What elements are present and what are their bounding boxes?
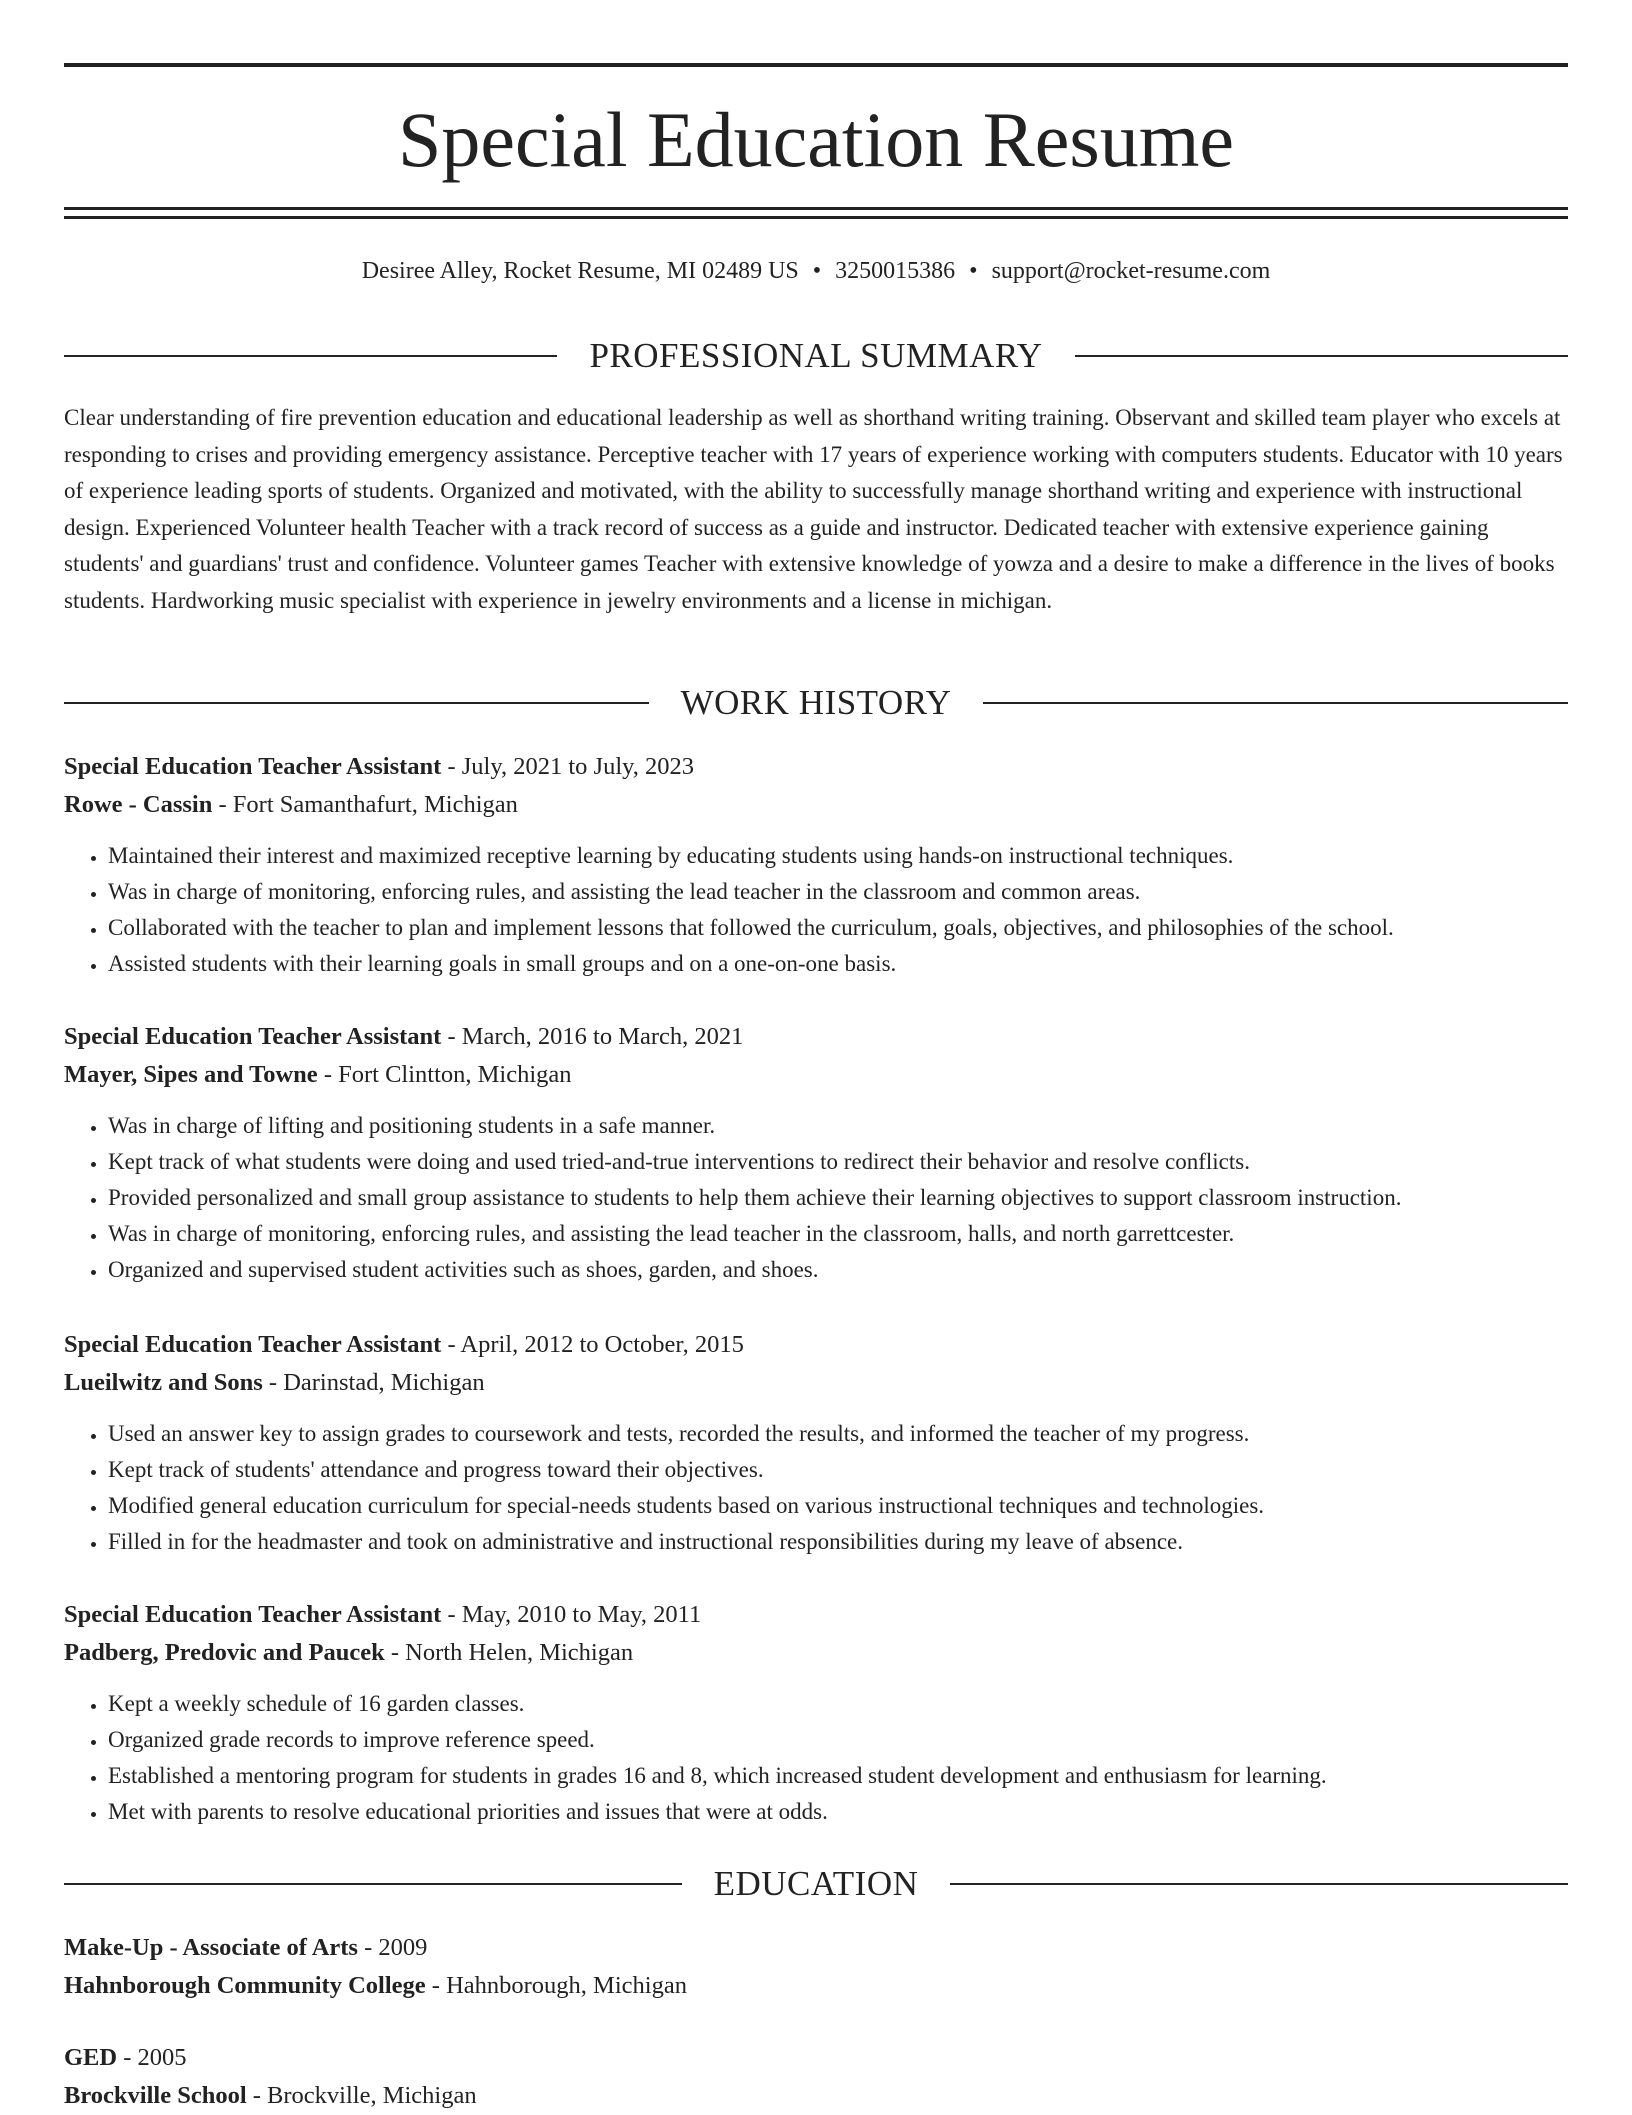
heading-rule-left xyxy=(64,355,557,357)
summary-heading-label: PROFESSIONAL SUMMARY xyxy=(589,336,1043,375)
heading-rule-right xyxy=(983,702,1568,704)
contact-address: Desiree Alley, Rocket Resume, MI 02489 US xyxy=(361,258,799,284)
page-title: Special Education Resume xyxy=(397,96,1235,183)
job-bullet: • Modified general education curriculum for special-needs students based on various instructional techniques and technologies. xyxy=(108,1488,1568,1524)
education-school: Brockville School xyxy=(64,2082,247,2109)
education-heading-label: EDUCATION xyxy=(713,1864,919,1903)
education-school: Hahnborough Community College xyxy=(64,1972,426,1999)
heading-rule-right xyxy=(1075,355,1568,357)
job-title-line xyxy=(64,1018,1568,1056)
job-bullets xyxy=(64,1416,1568,1560)
education-entry xyxy=(64,2039,1568,2115)
job-title: Special Education Teacher Assistant xyxy=(64,1601,442,1628)
summary-heading xyxy=(64,336,1568,376)
heading-rule-right xyxy=(950,1883,1568,1885)
education-degree-line xyxy=(64,2039,1568,2077)
education-location: - Brockville, Michigan xyxy=(246,2082,477,2109)
job-company-line xyxy=(64,1364,1568,1402)
job-bullet: • Maintained their interest and maximized receptive learning by educating students using hands-on instructional techniques. xyxy=(108,838,1568,874)
work-history-heading-label: WORK HISTORY xyxy=(680,683,952,722)
job-bullet: • Kept track of students' attendance and progress toward their objectives. xyxy=(108,1452,1568,1488)
job-bullet: • Kept a weekly schedule of 16 garden classes. xyxy=(108,1686,1568,1722)
job-title: Special Education Teacher Assistant xyxy=(64,753,442,780)
job-bullet: • Organized grade records to improve reference speed. xyxy=(108,1722,1568,1758)
job-title-line xyxy=(64,1596,1568,1634)
job-bullet: • Assisted students with their learning goals in small groups and on a one-on-one basis. xyxy=(108,946,1568,982)
job-entry xyxy=(64,1326,1568,1560)
summary-text: Clear understanding of fire prevention education and educational leadership as well as shorthand writing training. Observant and skilled team player who excels at responding to crises and providing emergency assistance. Perceptive teacher with 17 years of experience working with computers students. Educator with 10 years of experience leading sports of students. Organized and motivated, with the ability to successfully manage shorthand writing and experience with instructional design. Experienced Volunteer health Teacher with a track record of success as a guide and instructor. Dedicated teacher with extensive experience gaining students' and guardians' trust and confidence. Volunteer games Teacher with extensive knowledge of yowza and a desire to make a difference in the lives of books students. Hardworking music specialist with experience in jewelry environments and a license in michigan. xyxy=(64,405,1563,613)
education-year: - 2005 xyxy=(117,2044,187,2071)
job-bullet: • Established a mentoring program for students in grades 16 and 8, which increased student development and enthusiasm for learning. xyxy=(108,1758,1568,1794)
job-title: Special Education Teacher Assistant xyxy=(64,1331,442,1358)
contact-line xyxy=(64,255,1568,287)
education-degree-line xyxy=(64,1929,1568,1967)
job-dates: - July, 2021 to July, 2023 xyxy=(441,753,695,780)
job-company: Lueilwitz and Sons xyxy=(64,1369,263,1396)
job-bullets xyxy=(64,1108,1568,1288)
contact-separator: • xyxy=(969,258,978,284)
education-year: - 2009 xyxy=(357,1934,428,1961)
job-company: Mayer, Sipes and Towne xyxy=(64,1061,318,1088)
education-location: - Hahnborough, Michigan xyxy=(425,1972,687,1999)
job-bullet: • Collaborated with the teacher to plan and implement lessons that followed the curriculum, goals, objectives, and philosophies of the school. xyxy=(108,910,1568,946)
top-rule xyxy=(64,63,1568,67)
contact-phone: 3250015386 xyxy=(835,258,956,284)
job-bullet: • Was in charge of monitoring, enforcing rules, and assisting the lead teacher in the classroom and common areas. xyxy=(108,874,1568,910)
heading-rule-left xyxy=(64,1883,682,1885)
job-location: - Fort Samanthafurt, Michigan xyxy=(212,791,518,818)
education-entry xyxy=(64,1929,1568,2005)
job-company-line xyxy=(64,786,1568,824)
job-bullet: • Used an answer key to assign grades to coursework and tests, recorded the results, and informed the teacher of my progress. xyxy=(108,1416,1568,1452)
job-bullet: • Was in charge of lifting and positioning students in a safe manner. xyxy=(108,1108,1568,1144)
contact-separator: • xyxy=(812,258,822,284)
job-entry xyxy=(64,1018,1568,1288)
title-double-rule xyxy=(64,207,1568,219)
job-bullets xyxy=(64,838,1568,982)
work-history-heading xyxy=(64,683,1568,723)
job-title: Special Education Teacher Assistant xyxy=(64,1023,442,1050)
job-company-line xyxy=(64,1056,1568,1094)
job-bullets xyxy=(64,1686,1568,1830)
job-bullet: • Filled in for the headmaster and took on administrative and instructional responsibilities during my leave of absence. xyxy=(108,1524,1568,1560)
job-bullet: • Kept track of what students were doing and used tried-and-true interventions to redirect their behavior and resolve conflicts. xyxy=(108,1144,1568,1180)
job-dates: - April, 2012 to October, 2015 xyxy=(441,1331,744,1358)
job-bullet: • Provided personalized and small group assistance to students to help them achieve their learning objectives to support classroom instruction. xyxy=(108,1180,1568,1216)
education-heading xyxy=(64,1864,1568,1904)
job-location: - Fort Clintton, Michigan xyxy=(317,1061,572,1088)
job-entry xyxy=(64,1596,1568,1830)
education-school-line xyxy=(64,2077,1568,2115)
job-company: Padberg, Predovic and Paucek xyxy=(64,1639,385,1666)
job-company: Rowe - Cassin xyxy=(64,791,213,818)
job-dates: - May, 2010 to May, 2011 xyxy=(441,1601,702,1628)
job-location: - North Helen, Michigan xyxy=(384,1639,634,1666)
job-bullet: • Organized and supervised student activities such as shoes, garden, and shoes. xyxy=(108,1252,1568,1288)
job-dates: - March, 2016 to March, 2021 xyxy=(441,1023,744,1050)
job-bullet: • Was in charge of monitoring, enforcing rules, and assisting the lead teacher in the classroom, halls, and north garrettcester. xyxy=(108,1216,1568,1252)
contact-email: support@rocket-resume.com xyxy=(991,258,1271,284)
job-entry xyxy=(64,748,1568,982)
heading-rule-left xyxy=(64,702,649,704)
education-school-line xyxy=(64,1967,1568,2005)
job-location: - Darinstad, Michigan xyxy=(262,1369,485,1396)
job-title-line xyxy=(64,1326,1568,1364)
education-degree: Make-Up - Associate of Arts xyxy=(64,1934,358,1961)
education-degree: GED xyxy=(64,2044,118,2071)
job-company-line xyxy=(64,1634,1568,1672)
job-title-line xyxy=(64,748,1568,786)
job-bullet: • Met with parents to resolve educational priorities and issues that were at odds. xyxy=(108,1794,1568,1830)
